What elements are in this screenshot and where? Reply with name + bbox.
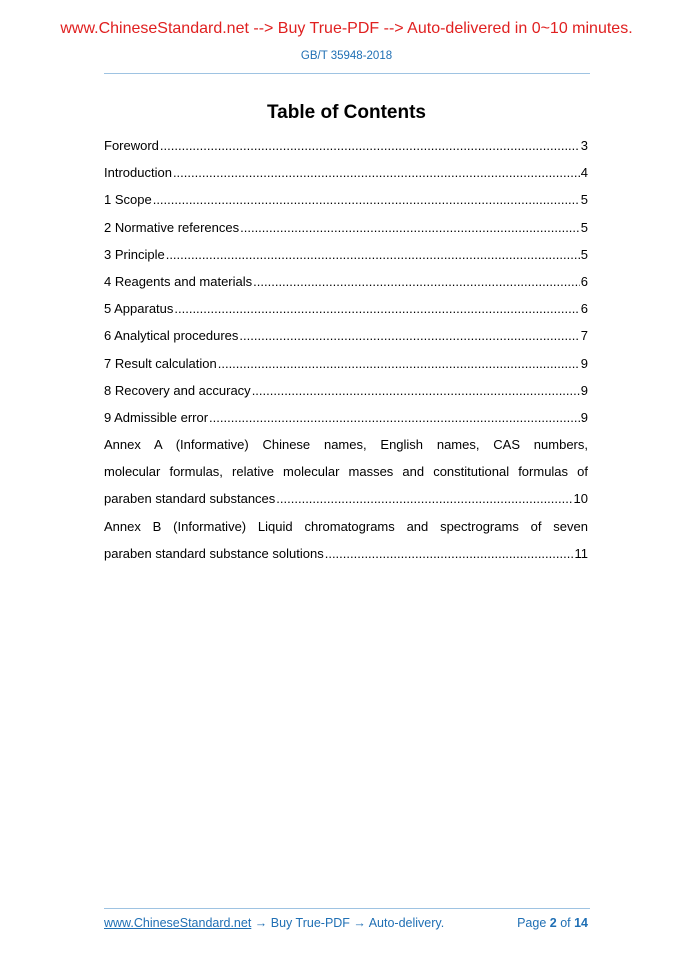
toc-entry-label: 7 Result calculation	[104, 355, 217, 371]
annex-b-text-1: Annex B (Informative) Liquid chromatograms and spectrograms of seven	[104, 518, 588, 534]
table-of-contents	[104, 132, 588, 567]
toc-entry-page: 6	[580, 273, 588, 289]
dot-leader	[218, 350, 580, 377]
toc-entry-page: 6	[580, 301, 588, 317]
toc-entry-page: 9	[580, 409, 588, 425]
toc-entry-label: 6 Analytical procedures	[104, 328, 239, 344]
dot-leader	[166, 241, 580, 268]
toc-entry-annex-a-line2[interactable]	[104, 458, 588, 485]
footer-link-line	[104, 916, 444, 930]
toc-entry-label: paraben standard substance solutions	[104, 545, 324, 561]
dot-leader	[153, 186, 580, 213]
toc-entry-label: 2 Normative references	[104, 219, 240, 235]
toc-entry-annex-b-line1[interactable]	[104, 513, 588, 540]
page-title: Table of Contents	[266, 102, 427, 123]
standard-code: GB/T 35948-2018	[300, 50, 393, 62]
top-banner[interactable]: www.ChineseStandard.net --> Buy True-PDF --> Auto-delivered in 0~10 minutes.	[60, 20, 633, 37]
dot-leader	[276, 485, 572, 512]
toc-entry-page: 9	[580, 355, 588, 371]
dot-leader	[160, 132, 580, 159]
toc-entry-recovery-accuracy[interactable]	[104, 377, 588, 404]
dot-leader	[240, 214, 580, 241]
toc-entry-principle[interactable]	[104, 241, 588, 268]
toc-entry-label: Foreword	[104, 138, 159, 153]
toc-entry-label: 4 Reagents and materials	[104, 273, 253, 289]
toc-entry-label: 1 Scope	[104, 192, 152, 208]
dot-leader	[253, 268, 580, 295]
toc-entry-introduction[interactable]	[104, 159, 588, 186]
annex-a-text-1: Annex A (Informative) Chinese names, English names, CAS numbers,	[104, 437, 588, 453]
toc-entry-foreword[interactable]	[104, 132, 588, 159]
toc-entry-analytical-procedures[interactable]	[104, 322, 588, 349]
toc-entry-page: 5	[580, 219, 588, 235]
annex-a-text-2: molecular formulas, relative molecular masses and constitutional formulas of	[104, 464, 588, 480]
toc-entry-page: 7	[580, 328, 588, 344]
page-number	[517, 916, 588, 930]
dot-leader	[325, 540, 574, 567]
page-total: 14	[574, 916, 588, 930]
toc-entry-result-calculation[interactable]	[104, 350, 588, 377]
toc-entry-page: 3	[580, 138, 588, 153]
toc-entry-label: 3 Principle	[104, 246, 165, 262]
page-prefix: Page	[517, 916, 550, 930]
toc-entry-admissible-error[interactable]	[104, 404, 588, 431]
header-divider	[104, 73, 590, 74]
toc-entry-label: 9 Admissible error	[104, 409, 209, 425]
toc-entry-annex-b-line2[interactable]	[104, 540, 588, 567]
toc-entry-normative-references[interactable]	[104, 214, 588, 241]
toc-entry-page: 4	[580, 165, 588, 181]
footer-divider	[104, 908, 590, 909]
toc-entry-reagents[interactable]	[104, 268, 588, 295]
dot-leader	[239, 322, 579, 349]
toc-entry-page: 11	[574, 545, 588, 561]
dot-leader	[252, 377, 580, 404]
dot-leader	[209, 404, 580, 431]
toc-entry-label: Introduction	[104, 165, 172, 181]
toc-entry-annex-a-line1[interactable]	[104, 431, 588, 458]
toc-entry-label: 5 Apparatus	[104, 301, 174, 317]
toc-entry-label: 8 Recovery and accuracy	[104, 382, 251, 398]
dot-leader	[173, 159, 580, 186]
toc-entry-annex-a-line3[interactable]	[104, 485, 588, 512]
toc-entry-scope[interactable]	[104, 186, 588, 213]
footer-link-rest: → Buy True-PDF → Auto-delivery.	[251, 916, 445, 930]
dot-leader	[174, 295, 579, 322]
toc-entry-apparatus[interactable]	[104, 295, 588, 322]
toc-entry-page: 9	[580, 382, 588, 398]
page-current: 2	[549, 916, 557, 930]
footer-website-link[interactable]: www.ChineseStandard.net	[104, 916, 252, 930]
toc-entry-page: 5	[580, 246, 588, 262]
toc-entry-page: 5	[580, 192, 588, 208]
toc-entry-page: 10	[573, 491, 588, 507]
page-of: of	[556, 916, 575, 930]
toc-entry-label: paraben standard substances	[104, 491, 276, 507]
